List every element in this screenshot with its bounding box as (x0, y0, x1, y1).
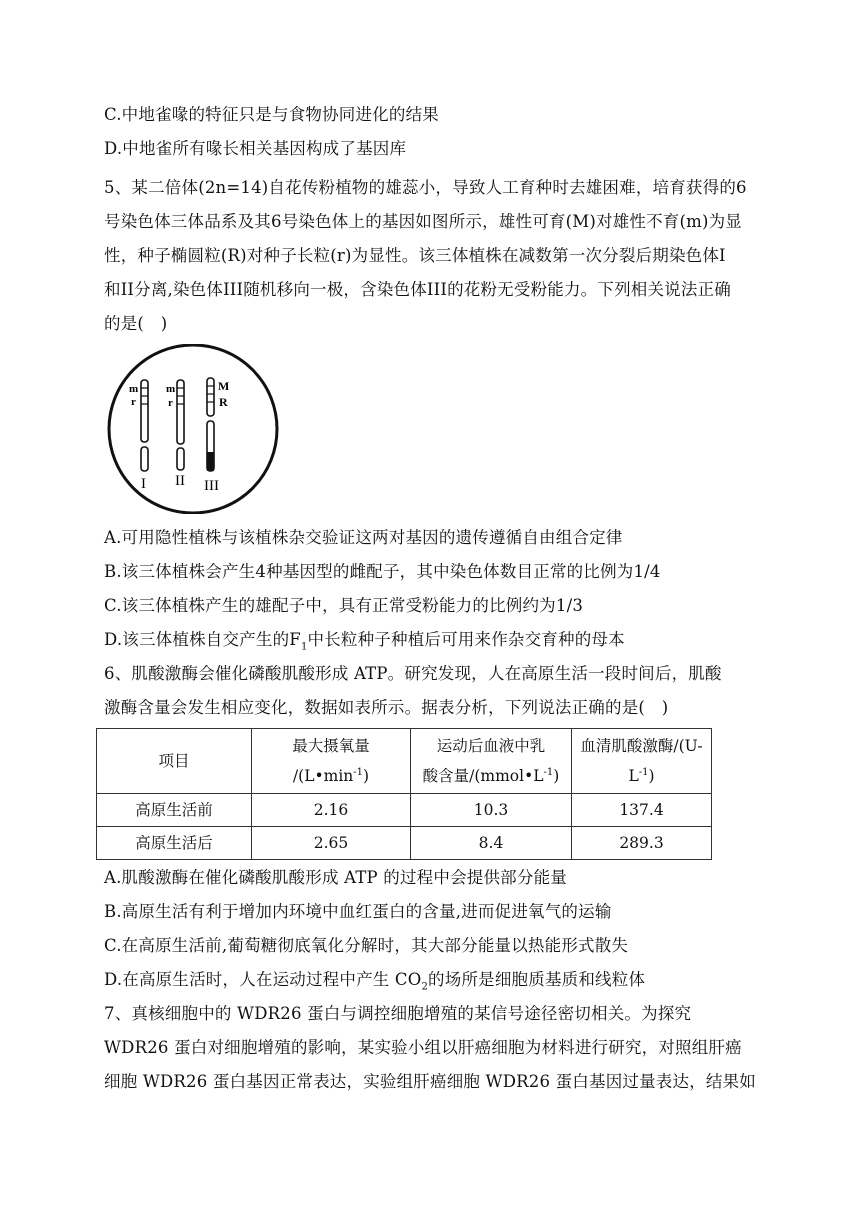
q6-option-d: D.在高原生活时，人在运动过程中产生 $CO_2$的场所是细胞质基质和线粒体 (104, 970, 646, 993)
table-cell: 8.4 (411, 827, 572, 860)
chromosome-figure (105, 344, 281, 514)
q7-stem-line3: 细胞 WDR26 蛋白基因正常表达，实验组肝癌细胞 WDR26 蛋白基因过量表达，结果如 (104, 1072, 756, 1091)
q5-stem-line2: 号染色体三体品系及其6号染色体上的基因如图所示，雄性可育(M)对雄性不育(m)为显 (104, 212, 742, 231)
q6-option-c: C.在高原生活前,葡萄糖彻底氧化分解时，其大部分能量以热能形式散失 (104, 936, 629, 955)
table-cell: 高原生活前 (97, 794, 252, 827)
table-cell: 高原生活后 (97, 827, 252, 860)
q7-stem-line1: 7、真核细胞中的 WDR26 蛋白与调控细胞增殖的某信号途径密切相关。为探究 (104, 1004, 692, 1023)
chromosome-2 (166, 380, 185, 489)
table-cell: 137.4 (572, 794, 712, 827)
header-creatine-kinase: 血清肌酸激酶/(U- $L^{-1}$) (572, 729, 712, 794)
table-header-row (97, 729, 712, 794)
table-cell: 10.3 (411, 794, 572, 827)
q5-option-a: A.可用隐性植株与该植株杂交验证这两对基因的遗传遵循自由组合定律 (104, 528, 623, 547)
cell-outline (109, 345, 277, 513)
q5-stem-line5: 的是( ) (104, 314, 168, 333)
q5-stem-line1: 5、某二倍体(2n=14)自花传粉植物的雄蕊小，导致人工育种时去雄困难，培育获得的6 (104, 178, 747, 197)
q6-option-b: B.高原生活有利于增加内环境中血红蛋白的含量,进而促进氧气的运输 (104, 902, 612, 921)
chr2-gene-m: m (166, 383, 176, 395)
table-cell: 2.16 (252, 794, 411, 827)
chr3-gene-R: R (219, 395, 228, 409)
chromosome-3 (204, 378, 229, 494)
table-cell: 289.3 (572, 827, 712, 860)
chr1-gene-r: r (131, 396, 136, 408)
q5-option-d: D.该三体植株自交产生的$F_1$中长粒种子种植后可用来作杂交育种的母本 (104, 630, 625, 653)
q5-stem-line4: 和II分离,染色体III随机移向一极，含染色体III的花粉无受粉能力。下列相关说法正确 (104, 280, 731, 299)
table-row (97, 794, 712, 827)
table-row (97, 827, 712, 860)
chr3-gene-M: M (218, 379, 230, 393)
q5-option-b: B.该三体植株会产生4种基因型的雌配子，其中染色体数目正常的比例为1/4 (104, 562, 661, 581)
chr3-label: III (204, 478, 219, 494)
chr3-dark-segment (207, 452, 214, 471)
header-max-oxygen: 最大摄氧量 $/(L•\min^{-1})$ (252, 729, 411, 794)
q6-stem-line2: 激酶含量会发生相应变化，数据如表所示。据表分析，下列说法正确的是( ) (104, 698, 669, 717)
chromosome-1 (129, 380, 148, 492)
q7-stem-line2: WDR26 蛋白对细胞增殖的影响，某实验小组以肝癌细胞为材料进行研究，对照组肝癌 (104, 1038, 742, 1057)
q6-option-a: A.肌酸激酶在催化磷酸肌酸形成 ATP 的过程中会提供部分能量 (104, 868, 567, 887)
table-cell: 2.65 (252, 827, 411, 860)
chr1-label: I (141, 476, 146, 492)
q5-option-c: C.该三体植株产生的雄配子中，具有正常受粉能力的比例约为1/3 (104, 596, 584, 615)
option-c-q4: C.中地雀喙的特征只是与食物协同进化的结果 (104, 105, 439, 124)
data-table (96, 728, 712, 860)
option-d-q4: D.中地雀所有喙长相关基因构成了基因库 (104, 139, 407, 158)
chr2-gene-r: r (168, 397, 173, 409)
chr2-label: II (175, 473, 185, 489)
header-item: 项目 (97, 729, 252, 794)
chr1-gene-m: m (129, 383, 139, 395)
q6-stem-line1: 6、肌酸激酶会催化磷酸肌酸形成 ATP。研究发现，人在高原生活一段时间后，肌酸 (104, 664, 722, 683)
header-lactate: 运动后血液中乳 酸含量$/(mmol•L^{-1})$ (411, 729, 572, 794)
q5-stem-line3: 性，种子椭圆粒(R)对种子长粒(r)为显性。该三体植株在减数第一次分裂后期染色体I (104, 246, 726, 265)
